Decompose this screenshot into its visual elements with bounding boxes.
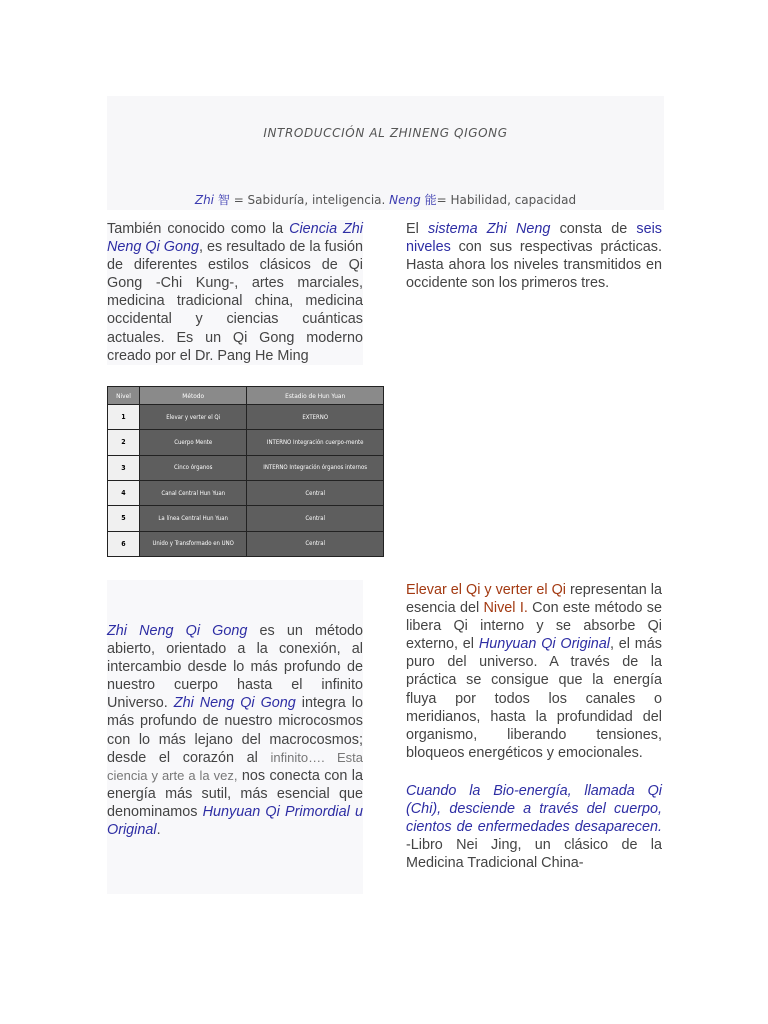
cell-stage: INTERNO Integración cuerpo-mente — [247, 430, 384, 455]
method-text-2: integra lo más profundo de nuestro microcosmos con lo más lejano del macrocosmos; desde el corazón al — [107, 695, 364, 766]
table-header-row — [108, 387, 384, 405]
system-text-2: consta de — [550, 221, 637, 237]
table-row — [108, 430, 384, 455]
method-text-3: nos conecta con la energía más sutil, más esencial que denominamos — [107, 767, 363, 820]
header-stage: Estadio de Hun Yuan — [247, 387, 384, 405]
system-text-3: con sus respectivas prácticas. Hasta ahora los niveles transmitidos en occidente son los primeros tres. — [406, 239, 662, 292]
term-neng: Neng — [389, 193, 421, 207]
quote-source: -Libro Nei Jing, un clásico de la Medicina Tradicional China- — [406, 837, 662, 872]
table-row — [108, 531, 384, 556]
cell-stage: Central — [247, 531, 384, 556]
quote-text: Cuando la Bio-energía, llamada Qi (Chi), desciende a través del cuerpo, cientos de enfermedades desaparecen. — [406, 783, 662, 836]
cell-stage: EXTERNO — [247, 405, 384, 430]
method-text-1: es un método abierto, orientado a la conexión, al intercambio desde lo más profundo de nuestro cuerpo hasta el infinito Universo. — [107, 623, 363, 712]
header-level: Nivel — [108, 387, 140, 405]
level-one-term: Elevar el Qi y verter el Qi — [406, 582, 566, 598]
method-term-1: Zhi Neng Qi Gong — [107, 623, 248, 639]
level-one-hunyuan: Hunyuan Qi Original — [478, 636, 610, 653]
cell-method: Cuerpo Mente — [140, 430, 247, 455]
cell-stage: INTERNO Integración órganos internos — [247, 455, 384, 480]
level-one-text-2: Con este método se libera Qi interno y se absorbe Qi externo, el — [406, 600, 662, 653]
level-one-text-1: representan la esencia del — [406, 582, 662, 617]
cell-level: 2 — [108, 430, 140, 455]
system-text-1: El — [406, 221, 428, 237]
cell-stage: Central — [247, 506, 384, 531]
table-row — [108, 480, 384, 505]
table-row — [108, 455, 384, 480]
method-term-2: Zhi Neng Qi Gong — [173, 695, 296, 712]
def-neng: = Habilidad, capacidad — [436, 193, 577, 207]
char-zhi: 智 — [217, 193, 230, 207]
method-text-4: . — [156, 822, 161, 839]
char-neng: 能 — [424, 193, 437, 207]
system-paragraph — [406, 220, 662, 292]
def-zhi: = Sabiduría, inteligencia. — [229, 193, 390, 207]
subtitle-definitions — [107, 191, 664, 208]
level-one-label: Nivel I. — [483, 600, 528, 617]
cell-method: Elevar y verter el Qi — [140, 405, 247, 430]
intro-term: Ciencia Zhi Neng Qi Gong — [107, 221, 364, 256]
method-text-small: infinito…. Esta ciencia y arte a la vez, — [107, 749, 363, 783]
cell-method: La línea Central Hun Yuan — [140, 506, 247, 531]
levels-table — [107, 386, 384, 557]
header-banner — [107, 96, 664, 210]
table-row — [108, 506, 384, 531]
intro-paragraph — [107, 220, 363, 365]
cell-level: 6 — [108, 531, 140, 556]
cell-stage: Central — [247, 480, 384, 505]
cell-level: 1 — [108, 405, 140, 430]
system-term: sistema Zhi Neng — [428, 221, 551, 237]
intro-text-1: También conocido como la — [107, 221, 290, 237]
level-one-paragraph — [406, 581, 662, 762]
intro-text-2: , es resultado de la fusión de diferentes estilos clásicos de Qi Gong -Chi Kung-, artes marciales, medicina tradicional china, medicina occidental y ciencias cuánticas actuales. Es un Qi Gong moderno creado por el Dr. Pang He Ming — [107, 239, 363, 364]
nei-jing-quote — [406, 782, 662, 872]
method-paragraph — [107, 580, 363, 894]
level-one-text-3: , el más puro del universo. A través de la práctica se consigue que la energía fluya por todos los canales o meridianos, hasta la profundidad del organismo, liberando tensiones, bloqueos energéticos y emocionales. — [406, 636, 662, 761]
cell-method: Unido y Transformado en UNO — [140, 531, 247, 556]
method-term-3: Hunyuan Qi Primordial u Original — [107, 803, 364, 839]
cell-level: 3 — [108, 455, 140, 480]
cell-method: Canal Central Hun Yuan — [140, 480, 247, 505]
cell-level: 5 — [108, 506, 140, 531]
header-method: Método — [140, 387, 247, 405]
system-levels: seis niveles — [406, 221, 662, 256]
cell-method: Cinco órganos — [140, 455, 247, 480]
table-row — [108, 405, 384, 430]
cell-level: 4 — [108, 480, 140, 505]
term-zhi: Zhi — [194, 193, 215, 207]
page-title: INTRODUCCIÓN AL ZHINENG QIGONG — [263, 126, 508, 140]
